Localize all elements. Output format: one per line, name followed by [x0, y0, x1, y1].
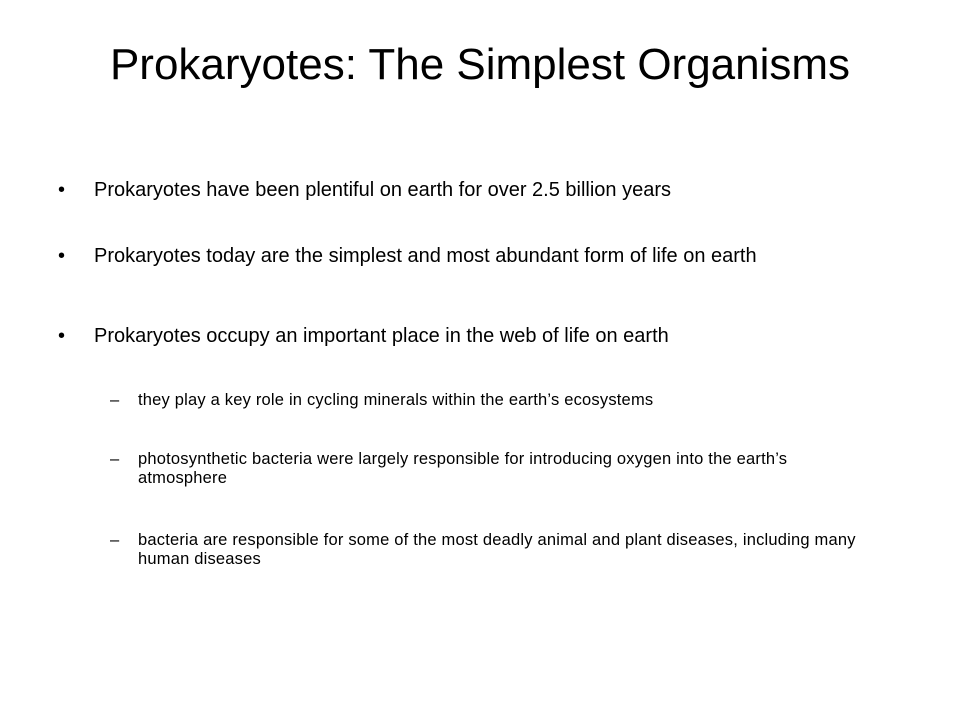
bullet-text: Prokaryotes occupy an important place in the web of life on earth: [94, 325, 669, 347]
sub-bullet-marker: –: [110, 391, 120, 409]
sub-bullet-text: photosynthetic bacteria were largely responsible for introducing oxygen into the earth’s atmosphere: [138, 450, 788, 487]
bullet-item: [58, 179, 868, 201]
bullet-marker: •: [58, 325, 66, 347]
bullet-text: Prokaryotes today are the simplest and most abundant form of life on earth: [94, 245, 757, 267]
sub-bullet-marker: –: [110, 531, 120, 549]
sub-bullet-text: bacteria are responsible for some of the most deadly animal and plant diseases, including many human diseases: [138, 531, 856, 568]
bullet-item: [58, 325, 868, 347]
slide-title: Prokaryotes: The Simplest Organisms: [109, 40, 851, 89]
sub-bullet-text: they play a key role in cycling minerals within the earth’s ecosystems: [138, 391, 654, 409]
sub-bullet-item: [110, 391, 880, 410]
bullet-marker: •: [58, 179, 66, 201]
bullet-marker: •: [58, 245, 66, 267]
bullet-text: Prokaryotes have been plentiful on earth for over 2.5 billion years: [94, 179, 672, 201]
sub-bullet-item: [110, 531, 880, 569]
sub-bullet-item: [110, 450, 880, 488]
bullet-item: [58, 245, 868, 267]
sub-bullet-marker: –: [110, 450, 120, 468]
